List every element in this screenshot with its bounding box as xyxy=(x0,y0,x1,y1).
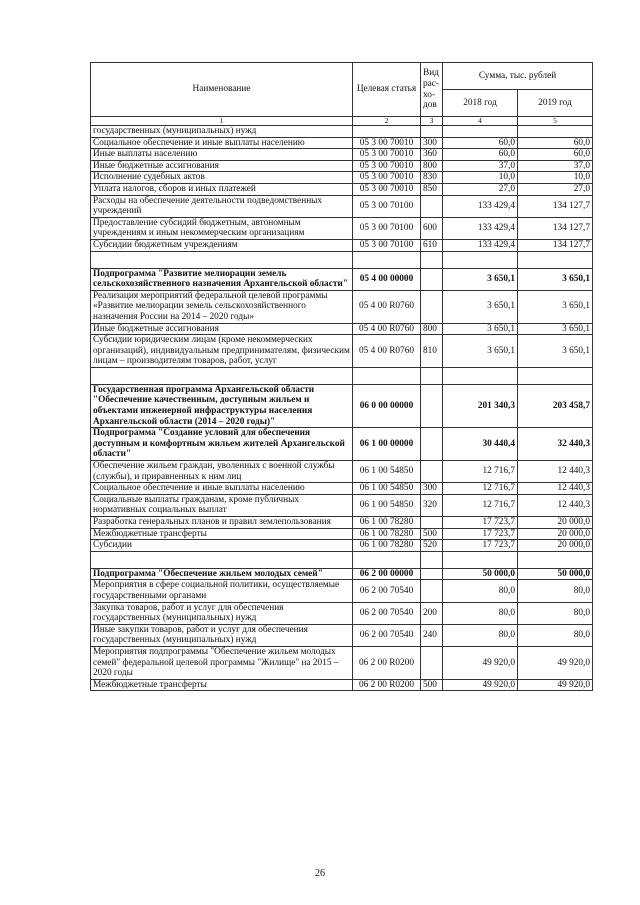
amount-2019-cell: 20 000,0 xyxy=(518,540,593,552)
empty-cell xyxy=(91,367,353,384)
amount-2019-cell: 3 650,1 xyxy=(518,335,593,368)
code-cell: 06 1 00 78280 xyxy=(353,528,421,540)
amount-2018-cell: 12 716,7 xyxy=(443,461,518,483)
amount-2019-cell: 80,0 xyxy=(518,580,593,602)
expense-type-cell: 600 xyxy=(421,217,443,239)
name-cell: Мероприятия в сфере социальной политики, осуществляемые государственными органами xyxy=(91,580,353,602)
amount-2019-cell: 203 458,7 xyxy=(518,384,593,427)
name-cell: Уплата налогов, сборов и иных платежей xyxy=(91,183,353,195)
code-cell: 06 1 00 78280 xyxy=(353,517,421,529)
amount-2019-cell: 134 127,7 xyxy=(518,195,593,217)
expense-type-cell: 830 xyxy=(421,172,443,184)
program-row xyxy=(91,568,593,580)
code-cell: 05 3 00 70100 xyxy=(353,217,421,239)
budget-table xyxy=(90,62,593,691)
empty-cell xyxy=(421,551,443,568)
expense-type-cell: 500 xyxy=(421,528,443,540)
page-number: 26 xyxy=(315,868,325,879)
name-cell: Мероприятия подпрограммы "Обеспечение жильем молодых семей" федеральной целевой программы "Жилище" на 2015 – 2020 годы xyxy=(91,646,353,679)
amount-2019-cell: 12 440,3 xyxy=(518,494,593,516)
amount-2019-cell: 12 440,3 xyxy=(518,461,593,483)
code-cell: 06 1 00 78280 xyxy=(353,540,421,552)
name-cell: Социальные выплаты гражданам, кроме публичных нормативных социальных выплат xyxy=(91,494,353,516)
amount-2019-cell: 32 440,3 xyxy=(518,428,593,461)
amount-2018-cell: 133 429,4 xyxy=(443,217,518,239)
program-row xyxy=(91,268,593,290)
amount-2019-cell: 80,0 xyxy=(518,602,593,624)
code-cell: 05 3 00 70010 xyxy=(353,172,421,184)
amount-2019-cell: 134 127,7 xyxy=(518,217,593,239)
table-row xyxy=(91,195,593,217)
header-year-2018: 2018 год xyxy=(443,90,518,117)
table-row xyxy=(91,323,593,335)
amount-2019-cell: 20 000,0 xyxy=(518,528,593,540)
code-cell: 06 1 00 00000 xyxy=(353,428,421,461)
empty-cell xyxy=(421,251,443,268)
amount-2019-cell: 37,0 xyxy=(518,160,593,172)
amount-2018-cell: 27,0 xyxy=(443,183,518,195)
name-cell: Субсидии юридическим лицам (кроме некоммерческих организаций), индивидуальным предпринимателям, физическим лицам – производителям товаров, работ, услуг xyxy=(91,335,353,368)
expense-type-cell xyxy=(421,126,443,138)
amount-2018-cell: 3 650,1 xyxy=(443,323,518,335)
expense-type-cell xyxy=(421,646,443,679)
spacer-row xyxy=(91,551,593,568)
amount-2018-cell: 17 723,7 xyxy=(443,528,518,540)
code-cell: 05 3 00 70010 xyxy=(353,137,421,149)
amount-2018-cell: 49 920,0 xyxy=(443,646,518,679)
expense-type-cell: 320 xyxy=(421,494,443,516)
amount-2018-cell: 80,0 xyxy=(443,580,518,602)
name-cell: Расходы на обеспечение деятельности подведомственных учреждений xyxy=(91,195,353,217)
table-row xyxy=(91,183,593,195)
amount-2018-cell: 201 340,3 xyxy=(443,384,518,427)
expense-type-cell: 500 xyxy=(421,679,443,691)
name-cell: государственных (муниципальных) нужд xyxy=(91,126,353,138)
name-cell: Межбюджетные трансферты xyxy=(91,679,353,691)
table-row xyxy=(91,517,593,529)
expense-type-cell: 240 xyxy=(421,624,443,646)
code-cell: 05 3 00 70010 xyxy=(353,183,421,195)
expense-type-cell xyxy=(421,195,443,217)
code-cell: 06 2 00 70540 xyxy=(353,624,421,646)
table-row xyxy=(91,149,593,161)
table-row xyxy=(91,217,593,239)
amount-2019-cell: 27,0 xyxy=(518,183,593,195)
name-cell: Реализация мероприятий федеральной целевой программы «Развитие мелиорации земель сельскохозяйственного назначения России на 2014 – 2020 годы» xyxy=(91,290,353,323)
expense-type-cell: 610 xyxy=(421,239,443,251)
header-vr: Вид рас-хо-дов xyxy=(421,63,443,117)
code-cell: 05 3 00 70010 xyxy=(353,149,421,161)
table-row xyxy=(91,602,593,624)
column-index: 1 xyxy=(91,117,353,126)
code-cell: 06 1 00 54850 xyxy=(353,483,421,495)
code-cell: 06 2 00 00000 xyxy=(353,568,421,580)
code-cell: 05 4 00 R0760 xyxy=(353,323,421,335)
table-row xyxy=(91,172,593,184)
expense-type-cell: 800 xyxy=(421,160,443,172)
amount-2019-cell: 60,0 xyxy=(518,137,593,149)
name-cell: Подпрограмма "Обеспечение жильем молодых семей" xyxy=(91,568,353,580)
name-cell: Иные закупки товаров, работ и услуг для обеспечения государственных (муниципальных) нужд xyxy=(91,624,353,646)
name-cell: Государственная программа Архангельской области "Обеспечение качественным, доступным жильем и объектами инженерной инфраструктуры населения Архангельской области (2014 – 2020 годы)" xyxy=(91,384,353,427)
name-cell: Социальное обеспечение и иные выплаты населению xyxy=(91,483,353,495)
empty-cell xyxy=(443,367,518,384)
amount-2018-cell: 10,0 xyxy=(443,172,518,184)
code-cell: 05 3 00 70100 xyxy=(353,195,421,217)
code-cell: 06 0 00 00000 xyxy=(353,384,421,427)
table-body xyxy=(91,126,593,691)
column-index: 5 xyxy=(518,117,593,126)
amount-2019-cell: 50 000,0 xyxy=(518,568,593,580)
name-cell: Субсидии бюджетным учреждениям xyxy=(91,239,353,251)
empty-cell xyxy=(353,367,421,384)
amount-2018-cell: 80,0 xyxy=(443,602,518,624)
name-cell: Закупка товаров, работ и услуг для обеспечения государственных (муниципальных) нужд xyxy=(91,602,353,624)
empty-cell xyxy=(421,367,443,384)
amount-2018-cell: 30 440,4 xyxy=(443,428,518,461)
table-row xyxy=(91,461,593,483)
code-cell: 06 2 00 70540 xyxy=(353,580,421,602)
name-cell: Субсидии xyxy=(91,540,353,552)
table-row xyxy=(91,335,593,368)
code-cell: 06 1 00 54850 xyxy=(353,461,421,483)
amount-2018-cell: 50 000,0 xyxy=(443,568,518,580)
table-row xyxy=(91,160,593,172)
amount-2018-cell: 133 429,4 xyxy=(443,239,518,251)
header-sum: Сумма, тыс. рублей xyxy=(443,63,593,90)
table-row xyxy=(91,580,593,602)
table-row xyxy=(91,290,593,323)
amount-2019-cell: 12 440,3 xyxy=(518,483,593,495)
column-index: 2 xyxy=(353,117,421,126)
amount-2018-cell: 17 723,7 xyxy=(443,540,518,552)
amount-2018-cell: 12 716,7 xyxy=(443,494,518,516)
code-cell: 05 3 00 70100 xyxy=(353,239,421,251)
code-cell: 06 2 00 R0200 xyxy=(353,646,421,679)
table-row xyxy=(91,126,593,138)
amount-2018-cell: 60,0 xyxy=(443,149,518,161)
amount-2019-cell: 10,0 xyxy=(518,172,593,184)
expense-type-cell xyxy=(421,517,443,529)
amount-2018-cell: 133 429,4 xyxy=(443,195,518,217)
empty-cell xyxy=(518,251,593,268)
expense-type-cell: 520 xyxy=(421,540,443,552)
expense-type-cell: 850 xyxy=(421,183,443,195)
code-cell: 05 3 00 70010 xyxy=(353,160,421,172)
table-row xyxy=(91,494,593,516)
expense-type-cell: 360 xyxy=(421,149,443,161)
amount-2019-cell: 49 920,0 xyxy=(518,646,593,679)
expense-type-cell xyxy=(421,568,443,580)
expense-type-cell xyxy=(421,290,443,323)
empty-cell xyxy=(518,551,593,568)
column-index-row xyxy=(91,117,593,126)
amount-2018-cell: 3 650,1 xyxy=(443,268,518,290)
amount-2018-cell: 37,0 xyxy=(443,160,518,172)
amount-2018-cell: 60,0 xyxy=(443,137,518,149)
empty-cell xyxy=(353,251,421,268)
code-cell: 06 2 00 R0200 xyxy=(353,679,421,691)
table-row xyxy=(91,528,593,540)
code-cell xyxy=(353,126,421,138)
amount-2018-cell xyxy=(443,126,518,138)
amount-2018-cell: 3 650,1 xyxy=(443,290,518,323)
table-row xyxy=(91,679,593,691)
expense-type-cell: 800 xyxy=(421,323,443,335)
name-cell: Подпрограмма "Создание условий для обеспечения доступным и комфортным жильем жителей Архангельской области" xyxy=(91,428,353,461)
code-cell: 06 2 00 70540 xyxy=(353,602,421,624)
code-cell: 05 4 00 R0760 xyxy=(353,335,421,368)
expense-type-cell xyxy=(421,580,443,602)
name-cell: Межбюджетные трансферты xyxy=(91,528,353,540)
amount-2018-cell: 3 650,1 xyxy=(443,335,518,368)
expense-type-cell xyxy=(421,428,443,461)
amount-2019-cell: 60,0 xyxy=(518,149,593,161)
name-cell: Иные выплаты населению xyxy=(91,149,353,161)
code-cell: 05 4 00 R0760 xyxy=(353,290,421,323)
empty-cell xyxy=(518,367,593,384)
amount-2019-cell xyxy=(518,126,593,138)
name-cell: Подпрограмма "Развитие мелиорации земель сельскохозяйственного назначения Архангельской области" xyxy=(91,268,353,290)
header-name: Наименование xyxy=(91,63,353,117)
expense-type-cell xyxy=(421,268,443,290)
amount-2018-cell: 12 716,7 xyxy=(443,483,518,495)
table-row xyxy=(91,646,593,679)
expense-type-cell: 810 xyxy=(421,335,443,368)
code-cell: 05 4 00 00000 xyxy=(353,268,421,290)
amount-2019-cell: 3 650,1 xyxy=(518,323,593,335)
column-index: 4 xyxy=(443,117,518,126)
table-row xyxy=(91,624,593,646)
spacer-row xyxy=(91,367,593,384)
name-cell: Иные бюджетные ассигнования xyxy=(91,323,353,335)
name-cell: Исполнение судебных актов xyxy=(91,172,353,184)
expense-type-cell: 300 xyxy=(421,137,443,149)
expense-type-cell: 300 xyxy=(421,483,443,495)
empty-cell xyxy=(443,251,518,268)
empty-cell xyxy=(353,551,421,568)
name-cell: Обеспечение жильем граждан, уволенных с военной службы (службы), и приравненных к ним лиц xyxy=(91,461,353,483)
program-row xyxy=(91,428,593,461)
amount-2019-cell: 49 920,0 xyxy=(518,679,593,691)
program-row xyxy=(91,384,593,427)
name-cell: Иные бюджетные ассигнования xyxy=(91,160,353,172)
amount-2018-cell: 17 723,7 xyxy=(443,517,518,529)
amount-2019-cell: 20 000,0 xyxy=(518,517,593,529)
amount-2018-cell: 49 920,0 xyxy=(443,679,518,691)
expense-type-cell xyxy=(421,384,443,427)
table-row xyxy=(91,540,593,552)
table-row xyxy=(91,239,593,251)
empty-cell xyxy=(91,551,353,568)
spacer-row xyxy=(91,251,593,268)
expense-type-cell: 200 xyxy=(421,602,443,624)
amount-2019-cell: 80,0 xyxy=(518,624,593,646)
table-row xyxy=(91,137,593,149)
name-cell: Социальное обеспечение и иные выплаты населению xyxy=(91,137,353,149)
expense-type-cell xyxy=(421,461,443,483)
name-cell: Разработка генеральных планов и правил землепользования xyxy=(91,517,353,529)
name-cell: Предоставление субсидий бюджетным, автономным учреждениям и иным некоммерческим организациям xyxy=(91,217,353,239)
amount-2019-cell: 3 650,1 xyxy=(518,290,593,323)
table-row xyxy=(91,483,593,495)
header-code: Целевая статья xyxy=(353,63,421,117)
code-cell: 06 1 00 54850 xyxy=(353,494,421,516)
amount-2019-cell: 3 650,1 xyxy=(518,268,593,290)
amount-2018-cell: 80,0 xyxy=(443,624,518,646)
empty-cell xyxy=(443,551,518,568)
header-year-2019: 2019 год xyxy=(518,90,593,117)
empty-cell xyxy=(91,251,353,268)
column-index: 3 xyxy=(421,117,443,126)
amount-2019-cell: 134 127,7 xyxy=(518,239,593,251)
